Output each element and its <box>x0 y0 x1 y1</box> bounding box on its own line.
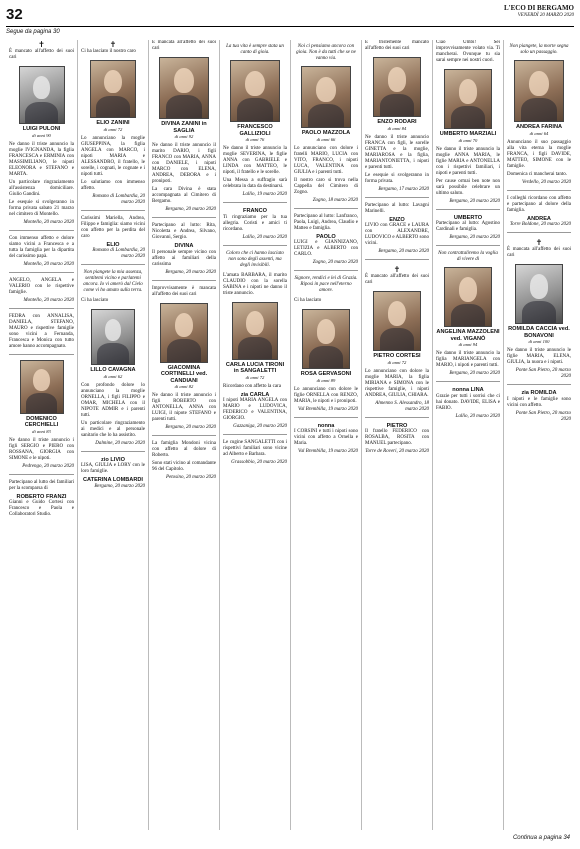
deceased-age: di anni 66 <box>316 136 336 142</box>
memorial-quote: Non piangete, la morte segna solo un passaggio. <box>509 44 569 55</box>
notice-text: Il fratello FEDERICO con ROSALBA, ROSITA con MANUEL partecipano. <box>365 429 429 446</box>
deceased-age: di anni 70 <box>458 137 478 143</box>
notice <box>436 387 500 420</box>
column-4 <box>219 40 290 830</box>
deceased-name: PAOLO <box>316 233 336 240</box>
notice <box>152 40 216 52</box>
column-6 <box>361 40 432 830</box>
notice <box>9 236 74 273</box>
notice-text: Ci ha lasciato il nostro caro <box>81 49 136 54</box>
deceased-age: di anni 90 <box>32 132 51 138</box>
deceased-name: UMBERTO MARZIALI <box>439 131 497 137</box>
notice-text: Ne danno il triste annuncio i figli ROBERTO con ANTONELLA, ANNA con LUIGI, il nipote STEFANO e parenti tutti. <box>152 393 216 422</box>
newspaper-name: L'ECO DI BERGAMO <box>503 4 574 12</box>
notice-signature: Torre Boldone, 20 marzo 2020 <box>509 222 571 227</box>
notice-text: Partecipano al lutto: Lavagni Marinelli. <box>365 202 429 214</box>
deceased-name: zia CARLA <box>240 391 270 398</box>
deceased-name: CATERINA LOMBARDI <box>83 477 143 483</box>
notice-signature: Torre de Roveri, 20 marzo 2020 <box>365 449 429 454</box>
memorial-quote: La tua vita è sempre stata un canto di gioia. <box>226 44 284 55</box>
notice-text: È mancato all'affetto dei suoi cari <box>9 49 74 60</box>
notice-signature: Bergamo, 20 marzo 2020 <box>165 425 216 430</box>
deceased-name: ENZO RODARI <box>377 119 417 125</box>
obituary-columns <box>6 40 574 830</box>
notice <box>9 480 74 519</box>
deceased-name: nonna <box>317 422 335 429</box>
notice-signature: Bergamo, 17 marzo 2020 <box>378 186 429 192</box>
portrait-photo <box>232 302 278 360</box>
portrait-photo <box>444 267 492 327</box>
portrait-block <box>152 57 216 140</box>
notice-text: LUIGI e GIANNIZANO, LETIZIA e ALBERTO con CARLO. <box>294 240 358 257</box>
notice-signature: Almenno S. Alessandro, 18 marzo 2020 <box>375 400 429 412</box>
notice <box>365 203 429 261</box>
portrait-photo <box>91 309 135 365</box>
notice-signature: Pedrengo, 20 marzo 2020 <box>22 463 74 469</box>
notice-text: Carissimi Mariella, Andrea, Filippo e famiglia: siamo vicini con affetto per la perdita del caro <box>81 215 145 239</box>
deceased-age: di anni 62 <box>103 373 123 379</box>
cross-icon: ✝ <box>393 265 401 274</box>
portrait-block <box>294 309 358 384</box>
deceased-name: DIVINA <box>174 243 194 249</box>
deceased-age: di anni 89 <box>316 377 336 383</box>
portrait-photo <box>373 57 421 117</box>
deceased-age: di anni 84 <box>387 125 407 131</box>
memorial-quote: Non piangete la mia assenza, sentitemi vicino e parlatemi ancora. Io vi amerò dal Cielo come vi ho amato sulla terra. <box>83 270 143 293</box>
portrait-block <box>223 60 287 143</box>
portrait-block <box>9 360 74 435</box>
notice-text: È tristemente mancato all'affetto dei suoi cari <box>365 40 429 51</box>
notice-signature: Bergamo, 20 marzo 2020 <box>449 198 500 204</box>
notice-signature: Romano di Lombardia, 20 marzo 2020 <box>92 248 145 259</box>
deceased-age: di anni 100 <box>528 339 550 344</box>
portrait-photo <box>159 57 209 119</box>
notice-signature: Lallio, 19 marzo 2020 <box>242 192 287 197</box>
notice-text: Grazie per tutti i sorrisi che ci hai donato. DAVIDE, ELISA e FABIO. <box>436 393 500 411</box>
portrait-photo <box>515 264 563 324</box>
deceased-name: PAOLO MAZZOLA <box>301 130 351 136</box>
deceased-age: di anni 64 <box>529 130 549 136</box>
notice-text: Il nostro caro si trova nella Cappella del Cimitero di Zogno. <box>294 177 358 195</box>
deceased-name: DIVINA ZANINI in SAGLIA <box>161 121 207 134</box>
column-3 <box>148 40 219 830</box>
column-1 <box>6 40 77 830</box>
notice <box>223 440 287 466</box>
deceased-age: di anni 72 <box>245 374 265 380</box>
notice-text: Le esequie si svolgeranno in forma privata sabato 21 marzo nel cimitero di Montello. <box>9 199 74 217</box>
notice-signature: Montello, 20 marzo 2020 <box>23 261 74 267</box>
portrait-photo <box>19 66 65 124</box>
deceased-name: ELIO <box>106 241 120 248</box>
notice-text: I CORSINI e tutti i nipoti sono vicini con affetto a Ornella e Maria. <box>294 429 358 446</box>
notice-text: Ne danno il triste annuncio la moglie ANNA MARIA, le figlie MARIA e ANTONELLA con i rispettivi familiari, i nipoti e parenti tutti. <box>436 146 500 176</box>
portrait-block <box>81 60 145 133</box>
notice <box>152 286 216 298</box>
deceased-age: di anni 94 <box>458 342 478 347</box>
notice-text: L'amata BARBARA, il marito CLAUDIO con la sorella SABINA e i nipoti ne danno il triste annuncio. <box>223 272 287 296</box>
portrait-photo <box>230 60 280 122</box>
notice <box>294 214 358 272</box>
notice-text: Lo annunciano la moglie GIUSEPPINA, la figlia ANGELA con MARCO, i nipoti MARIA e ALESSANDRO, il fratello, le sorelle, i cognati, le cognate e i nipoti tutti. <box>81 135 145 177</box>
notice-signature: Val Brembilla, 19 marzo 2020 <box>298 449 358 454</box>
notice <box>223 146 287 203</box>
notice <box>365 423 429 456</box>
notice <box>507 348 571 385</box>
notice-text: LIVIO con GRACE e LAURA con ALEXANDRE, LUDOVICO e ALBERTO sono vicini. <box>365 223 429 246</box>
notice-signature: Lallio, 20 marzo 2020 <box>242 234 287 240</box>
notice-text: La cara Divina è stata accompagnata al Cimitero di Bergamo. <box>152 187 216 204</box>
portrait-block <box>507 60 571 137</box>
deceased-name: CARLA LUCIA TIRONI in SANGALETTI <box>225 361 285 374</box>
notice-signature: Verdello, 20 marzo 2020 <box>522 179 571 185</box>
deceased-age: di anni 92 <box>174 134 194 139</box>
deceased-age: di anni 72 <box>387 359 407 365</box>
notice-signature: Gazzaniga, 20 marzo 2020 <box>233 424 287 429</box>
notice <box>294 387 358 418</box>
deceased-name: LILLO CAVAGNA <box>90 367 136 373</box>
deceased-age: di anni 83 <box>32 428 51 434</box>
notice-text: FEDRA con ANNALISA, DANIELA, STEFANO, MAURO e rispettive famiglie sono vicini a Fernanda, Francesca e Monica con tutto amore hanno accompagnato. <box>9 313 74 349</box>
notice <box>294 423 358 456</box>
notice-text: Ne danno il triste annuncio la figlia MARIANGELA con MARIO, i nipoti e parenti tutti. <box>436 351 500 368</box>
column-2 <box>77 40 148 830</box>
notice-text: Un particolare ringraziamento all'assistenza domiciliare. Giulio Gandini. <box>9 179 74 197</box>
portrait-photo <box>444 69 492 129</box>
deceased-name: PIETRO <box>386 422 408 429</box>
notice-text: Con profondo dolore lo annunciano la moglie ORNELLA, i figli FILIPPO e OMAR, MICHELA con il NIPOTE ADMIR e i parenti tutti. <box>81 382 145 418</box>
notice-text: Ti ringraziamo per la tua allegria. Coristi e amici ti ricordano. <box>223 214 287 232</box>
notice-text: Le esequie si svolgeranno in forma privata. <box>365 172 429 184</box>
notice <box>223 384 287 436</box>
notice <box>152 223 216 281</box>
column-7 <box>432 40 503 830</box>
notice-signature: Bergamo, 20 marzo 2020 <box>165 207 216 212</box>
notice <box>223 208 287 246</box>
notice-text: È mancata all'affetto dei suoi cari <box>507 247 571 258</box>
notice-signature: Petosino, 20 marzo 2020 <box>166 475 216 480</box>
portrait-block <box>152 303 216 391</box>
portrait-photo <box>90 60 136 118</box>
memorial-quote: Coloro che ci hanno lasciato non sono degli assenti, ma degli invisibili. <box>226 250 284 268</box>
cross-icon: ✝ <box>535 238 543 247</box>
deceased-name: FRANCO <box>243 208 267 214</box>
notice-text: La famiglia Mondoni vicina con affetto al dolore di Roberto. <box>152 441 216 458</box>
notice-signature: Dalmine, 20 marzo 2020 <box>95 440 145 446</box>
notice <box>223 273 287 297</box>
notice-text: È mancata all'affetto dei suoi cari <box>152 40 216 51</box>
notice-text: Il personale sempre vicino con affetto ai familiari della carissima <box>152 249 216 267</box>
cross-icon: ✝ <box>109 40 117 49</box>
notice-text: Ne danno il triste annuncio le figlie MARIA, ELENA, GIULIA, la nuora e i nipoti. <box>507 348 571 365</box>
page-header <box>0 0 580 32</box>
notice <box>9 278 74 309</box>
notice-text: Gianni e Guido Cortesi con Francesco e Paola e Collaboratori Studio. <box>9 500 74 517</box>
deceased-name: ROBERTO FRANZI <box>16 493 67 500</box>
portrait-block <box>365 57 429 132</box>
portrait-photo <box>301 66 351 128</box>
notice <box>365 135 429 198</box>
notice-signature: Montello, 20 marzo 2020 <box>23 297 74 303</box>
notice <box>152 441 216 481</box>
portrait-block <box>294 66 358 143</box>
memorial-quote: Signore, rendici e lei di Grazia. Riposi in pace nell'eterno amore. <box>294 276 358 293</box>
notice-signature: Zogno, 18 marzo 2020 <box>312 197 358 203</box>
notice-signature: Romano di Lombardia, 20 marzo 2020 <box>92 193 145 205</box>
portrait-block <box>436 69 500 144</box>
notice-text: Lo salutiamo con immenso affetto. <box>81 179 145 191</box>
notice <box>81 457 145 490</box>
notice-signature: Bergamo, 20 marzo 2020 <box>449 371 500 376</box>
deceased-name: ENZO <box>389 216 405 223</box>
notice-signature: Ponte San Pietro, 20 marzo 2020 <box>515 410 571 422</box>
deceased-name: ANGELINA MAZZOLENI ved. VIGANÒ <box>436 329 500 342</box>
deceased-name: UMBERTO <box>453 214 483 221</box>
portrait-photo <box>302 309 350 369</box>
notice-signature: Zogno, 20 marzo 2020 <box>312 260 358 265</box>
deceased-name: DOMENICO CERCHIELLI <box>24 415 59 428</box>
notice-signature: Grassobbio, 20 marzo 2020 <box>231 460 287 465</box>
notice-signature: Bergamo, 20 marzo 2020 <box>94 483 145 489</box>
deceased-name: ROSA GERVASONI <box>300 371 352 377</box>
notice <box>507 140 571 191</box>
notice-text: Ci ha lasciato <box>81 298 109 303</box>
notice <box>436 351 500 382</box>
deceased-name: FRANCESCO GALLIZIOLI <box>237 124 273 137</box>
notice-text: Improvvisamente è mancata all'affetto dei suoi cari <box>152 285 216 297</box>
notice-text: Partecipano al lutto: Rita, Nicoletta e Andrea, Silvano, Giovanni, Sergio. <box>152 223 216 240</box>
notice-text: Ricordano con affetto la cara <box>223 383 281 389</box>
notice-text: Lo annunciano con dolore i fratelli MARIO, LUCIA con VITO, FRANCO, i nipoti LUCA, VALENTINA con GIULIA e i parenti tutti. <box>294 145 358 175</box>
notice-text: Ne danno il triste annuncio il marito DARIO, i figli FRANCO con MARIA, ANNA con DANIELE, i nipoti MARCO con ELENA, ANDREA, DEBORA e i pronipoti. <box>152 143 216 184</box>
notice-signature: Bergamo, 20 marzo 2020 <box>165 269 216 275</box>
memorial-quote: Noi ci pensiamo ancora con gioia. Non è da tutti che se ne vanno via. <box>296 44 356 61</box>
notice-text: Ne danno il triste annuncio FRANCA con figli, le sorelle GINETTA e la moglie, MARIAROSA e la figlia, MARIANTONIETTA, i nipoti e parenti tutti. <box>365 134 429 170</box>
notice-text: I nipoti e le famiglie sono vicini con affetto. <box>507 396 571 408</box>
notice <box>365 274 429 286</box>
notice <box>436 147 500 210</box>
notice <box>507 196 571 234</box>
notice-text: Le cugine SANGALETTI con i rispettivi familiari sono vicine ad Alberto e Barbara. <box>223 440 287 457</box>
continued-to: Continua a pagina 34 <box>512 835 570 841</box>
notice <box>81 136 145 211</box>
notice <box>507 247 571 259</box>
header-divider <box>6 26 574 27</box>
portrait-block <box>223 302 287 381</box>
notice-text: Annunciano il suo passaggio alla vita eterna la moglie FRANCA, i figli DAVIDE, MATTEO, SIMONE con le famiglie. <box>507 139 571 169</box>
notice-text: Ciao Umbi! Sei improvvisamente volato via. Ti mancherai. Ovunque tu sia sarai sempre nei nostri cuori. <box>436 40 500 63</box>
deceased-age: di anni 72 <box>103 126 123 132</box>
notice <box>9 314 74 355</box>
notice-text: Domenica ci mancherai tanto. <box>507 171 567 177</box>
notice-text: Ne danno il triste annuncio la moglie IVIGNANDA, la figlia FRANCESCA e ERMINIA con MASSIMILIANO, le nipoti ELEONORA e STEFANO e MARTA. <box>9 141 74 177</box>
notice <box>365 40 429 52</box>
deceased-name: ANDREA <box>527 215 551 222</box>
notice-text: I nipoti MARIA ANGELA con MARIO e LUDOVICA, FEDERICO e VALENTINA, GIORGIO. <box>223 398 287 421</box>
notice-text: Partecipano al lutto dei familiari per la scomparsa di <box>9 479 74 491</box>
notice <box>81 49 145 55</box>
deceased-name: ELIO ZANINI <box>96 120 130 126</box>
notice <box>81 298 145 304</box>
notice-signature: Val Brembilla, 19 marzo 2020 <box>298 406 358 412</box>
notice-text: Ne danno il triste annuncio la moglie SEVERINA, le figlie ANNA con GABRIELE e LINDA con MATTEO, le nipoti, il fratello e le sorelle. <box>223 146 287 175</box>
memorial-quote: Non contrattaliremo la voglia di vivere di <box>438 251 498 262</box>
notice-text: Con immenso affetto e dolore siamo vicini a Francesca e a tutta la famiglia per la dipartita del carissimo papà. <box>9 235 74 259</box>
notice <box>365 369 429 418</box>
notice-signature: Bergamo, 20 marzo 2020 <box>449 235 500 240</box>
notice <box>294 298 358 304</box>
portrait-block <box>81 309 145 380</box>
continued-from: Segue da pagina 30 <box>6 29 60 35</box>
notice-text: Partecipano al lutto: Lanfranco, Paola, Luigi, Andrea, Claudio e Matteo e famiglia. <box>294 213 358 231</box>
deceased-age: di anni 76 <box>245 137 265 142</box>
deceased-name: LUIGI PULONI <box>22 126 61 132</box>
deceased-age: di anni 82 <box>174 384 194 389</box>
notice <box>9 49 74 61</box>
notice-text: Lo annunciano con dolore la moglie MARIA, la figlia MIRIANA e SIMONA con le rispettive famiglie, i nipoti ANDREA, GIULIA, CHIARA. <box>365 368 429 398</box>
notice <box>9 142 74 231</box>
notice-signature: Lallio, 20 marzo 2020 <box>455 413 500 419</box>
notice <box>152 393 216 436</box>
notice-text: ANGELO, ANGELA e VALERIO con le rispettive famiglie. <box>9 277 74 295</box>
portrait-photo <box>373 291 421 351</box>
deceased-name: ROMILDA CACCIA ved. BONAVONI <box>508 326 570 339</box>
issue-date: VENERDÌ 20 MARZO 2020 <box>517 13 574 18</box>
notice <box>436 215 500 247</box>
notice-text: Una Messa a suffragio sarà celebrata in data da destinarsi. <box>223 178 287 189</box>
notice <box>507 390 571 423</box>
column-5 <box>290 40 361 830</box>
notice-text: Per cause ormai ben note non sarà possibile celebrare un ultimo saluto. <box>436 178 500 196</box>
notice-text: È mancato all'affetto dei suoi cari <box>365 274 429 285</box>
portrait-block <box>507 264 571 345</box>
deceased-name: ANDREA FARINA <box>515 124 563 130</box>
notice <box>81 383 145 452</box>
deceased-name: GIACOMINA CORTINELLI ved. CANDIANI <box>160 364 208 384</box>
portrait-block <box>436 267 500 348</box>
notice <box>81 216 145 266</box>
deceased-name: zio LIVIO <box>101 456 125 463</box>
notice-text: I colleghi ricordano con affetto e partecipano al dolore della famiglia. <box>507 195 571 213</box>
portrait-block <box>365 291 429 366</box>
deceased-name: nonna LINA <box>452 387 484 393</box>
notice-signature: Montello, 20 marzo 2020 <box>23 219 74 225</box>
portrait-photo <box>514 60 564 122</box>
notice <box>294 146 358 209</box>
portrait-photo <box>160 303 208 363</box>
notice <box>9 438 74 475</box>
portrait-photo <box>20 360 64 414</box>
notice-text: LISA, GIULIA e LORY con le loro famiglie. <box>81 463 145 474</box>
column-8 <box>503 40 574 830</box>
cross-icon: ✝ <box>38 40 45 49</box>
notice-text: Ci ha lasciato <box>294 298 322 303</box>
notice <box>152 143 216 218</box>
notice-signature: Bergamo, 20 marzo 2020 <box>378 249 429 254</box>
deceased-name: zia ROMILDA <box>521 390 557 396</box>
notice-text: Lo annunciano con dolore le figlie ORNELLA con RENZO, MARIA, le nipoti e i pronipoti. <box>294 386 358 404</box>
deceased-name: PIETRO CORTESI <box>373 353 421 359</box>
notice-text: Un particolare ringraziamento ai medici e al personale sanitario che lo ha assistito. <box>81 420 145 438</box>
portrait-block <box>9 66 74 139</box>
notice-text: Sono stati vicino al comandante 96 del Capitolo. <box>152 461 216 472</box>
page-number: 32 <box>6 6 23 23</box>
notice-signature: Ponte San Pietro, 20 marzo 2020 <box>515 368 571 379</box>
notice-text: Ne danno il triste annuncio i figli SERGIO e PIERO con ROSSANA, GIORGIA con SIMONE e le nipoti. <box>9 437 74 461</box>
notice <box>436 40 500 64</box>
notice-text: Partecipano al lutto: Agostino Cardinali e famiglia. <box>436 221 500 232</box>
